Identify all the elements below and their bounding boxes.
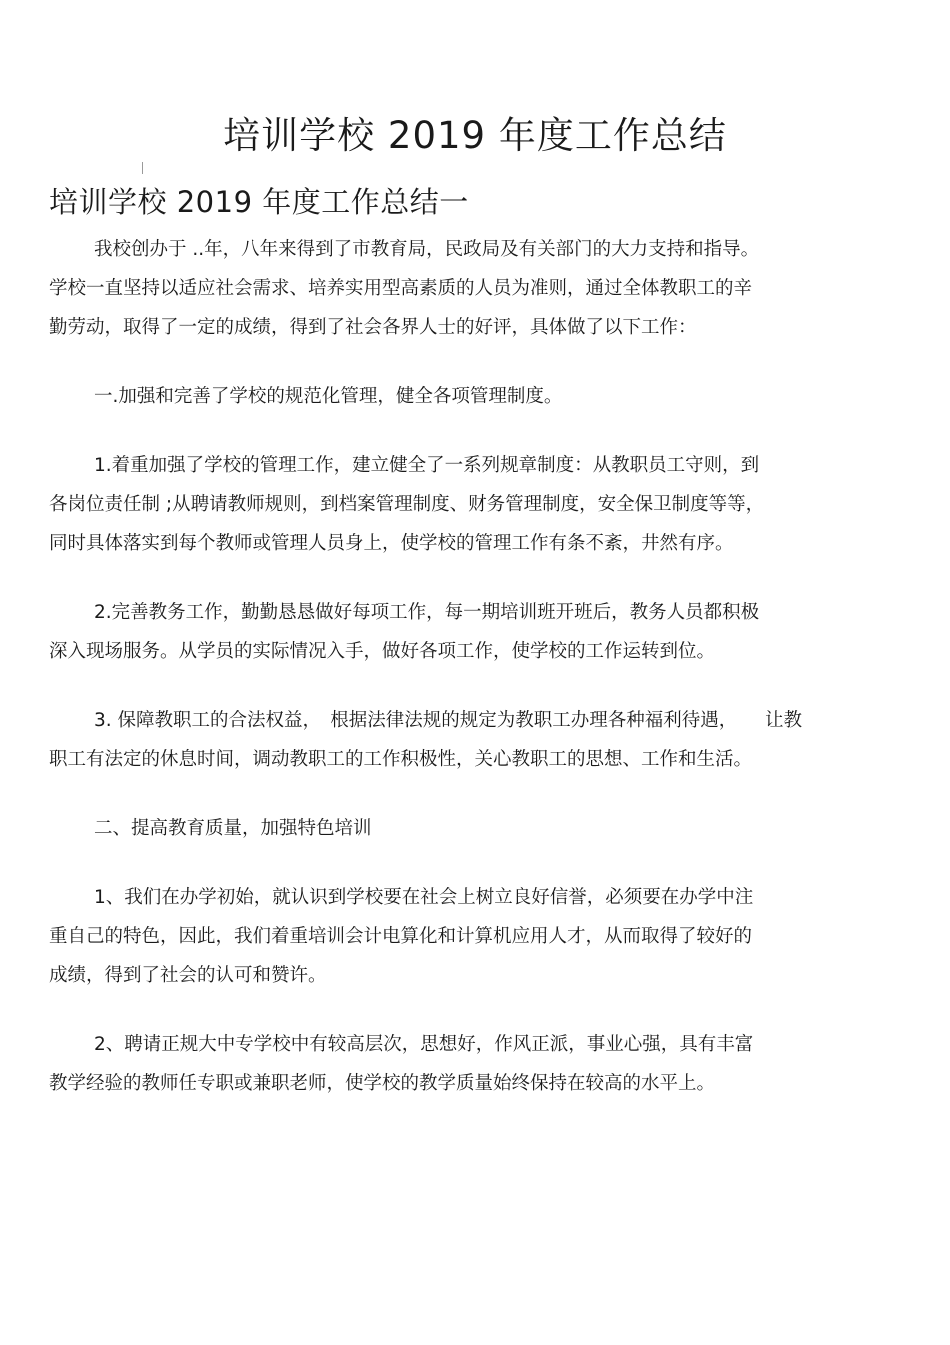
paragraph-item-2-2 [49, 1025, 899, 1103]
paragraph-item-1-1 [49, 446, 899, 563]
paragraph-line: 二、提高教育质量，加强特色培训 [94, 818, 372, 839]
paragraph-line: 学校一直坚持以适应社会需求、培养实用型高素质的人员为准则，通过全体教职工的辛 [49, 278, 753, 299]
paragraph-line: 重自己的特色，因此，我们着重培训会计电算化和计算机应用人才，从而取得了较好的 [49, 926, 753, 947]
paragraph-section-one-heading [49, 377, 899, 416]
paragraph-line: 一.加强和完善了学校的规范化管理，健全各项管理制度。 [94, 386, 563, 407]
paragraph-line: 同时具体落实到每个教师或管理人员身上，使学校的管理工作有条不紊，井然有序。 [49, 533, 734, 554]
document-title: 培训学校 2019 年度工作总结 [223, 114, 727, 157]
paragraph-line: 我校创办于 ..年，八年来得到了市教育局，民政局及有关部门的大力支持和指导。 [94, 239, 760, 260]
paragraph-item-1-3 [49, 701, 899, 779]
paragraph-line: 职工有法定的休息时间，调动教职工的工作积极性，关心教职工的思想、工作和生活。 [49, 749, 753, 770]
paragraph-section-two-heading [49, 809, 899, 848]
document-body [49, 230, 899, 1133]
paragraph-line: 3. 保障教职工的合法权益， 根据法律法规的规定为教职工办理各种福利待遇， 让教 [94, 710, 803, 731]
paragraph-line: 2、聘请正规大中专学校中有较高层次，思想好，作风正派，事业心强，具有丰富 [94, 1034, 754, 1055]
paragraph-line: 1.着重加强了学校的管理工作，建立健全了一系列规章制度：从教职员工守则，到 [94, 455, 760, 476]
text-cursor-mark [142, 162, 143, 174]
paragraph-line: 各岗位责任制 ;从聘请教师规则，到档案管理制度、财务管理制度，安全保卫制度等等， [49, 494, 765, 515]
paragraph-line: 1、我们在办学初始，就认识到学校要在社会上树立良好信誉，必须要在办学中注 [94, 887, 754, 908]
paragraph-item-1-2 [49, 593, 899, 671]
section-heading: 培训学校 2019 年度工作总结一 [49, 185, 469, 219]
paragraph-line: 教学经验的教师任专职或兼职老师，使学校的教学质量始终保持在较高的水平上。 [49, 1073, 716, 1094]
paragraph-intro [49, 230, 899, 347]
paragraph-item-2-1 [49, 878, 899, 995]
paragraph-line: 2.完善教务工作，勤勤恳恳做好每项工作，每一期培训班开班后，教务人员都积极 [94, 602, 760, 623]
paragraph-line: 深入现场服务。从学员的实际情况入手，做好各项工作，使学校的工作运转到位。 [49, 641, 716, 662]
paragraph-line: 勤劳动，取得了一定的成绩，得到了社会各界人士的好评，具体做了以下工作： [49, 317, 697, 338]
paragraph-line: 成绩，得到了社会的认可和赞许。 [49, 965, 327, 986]
